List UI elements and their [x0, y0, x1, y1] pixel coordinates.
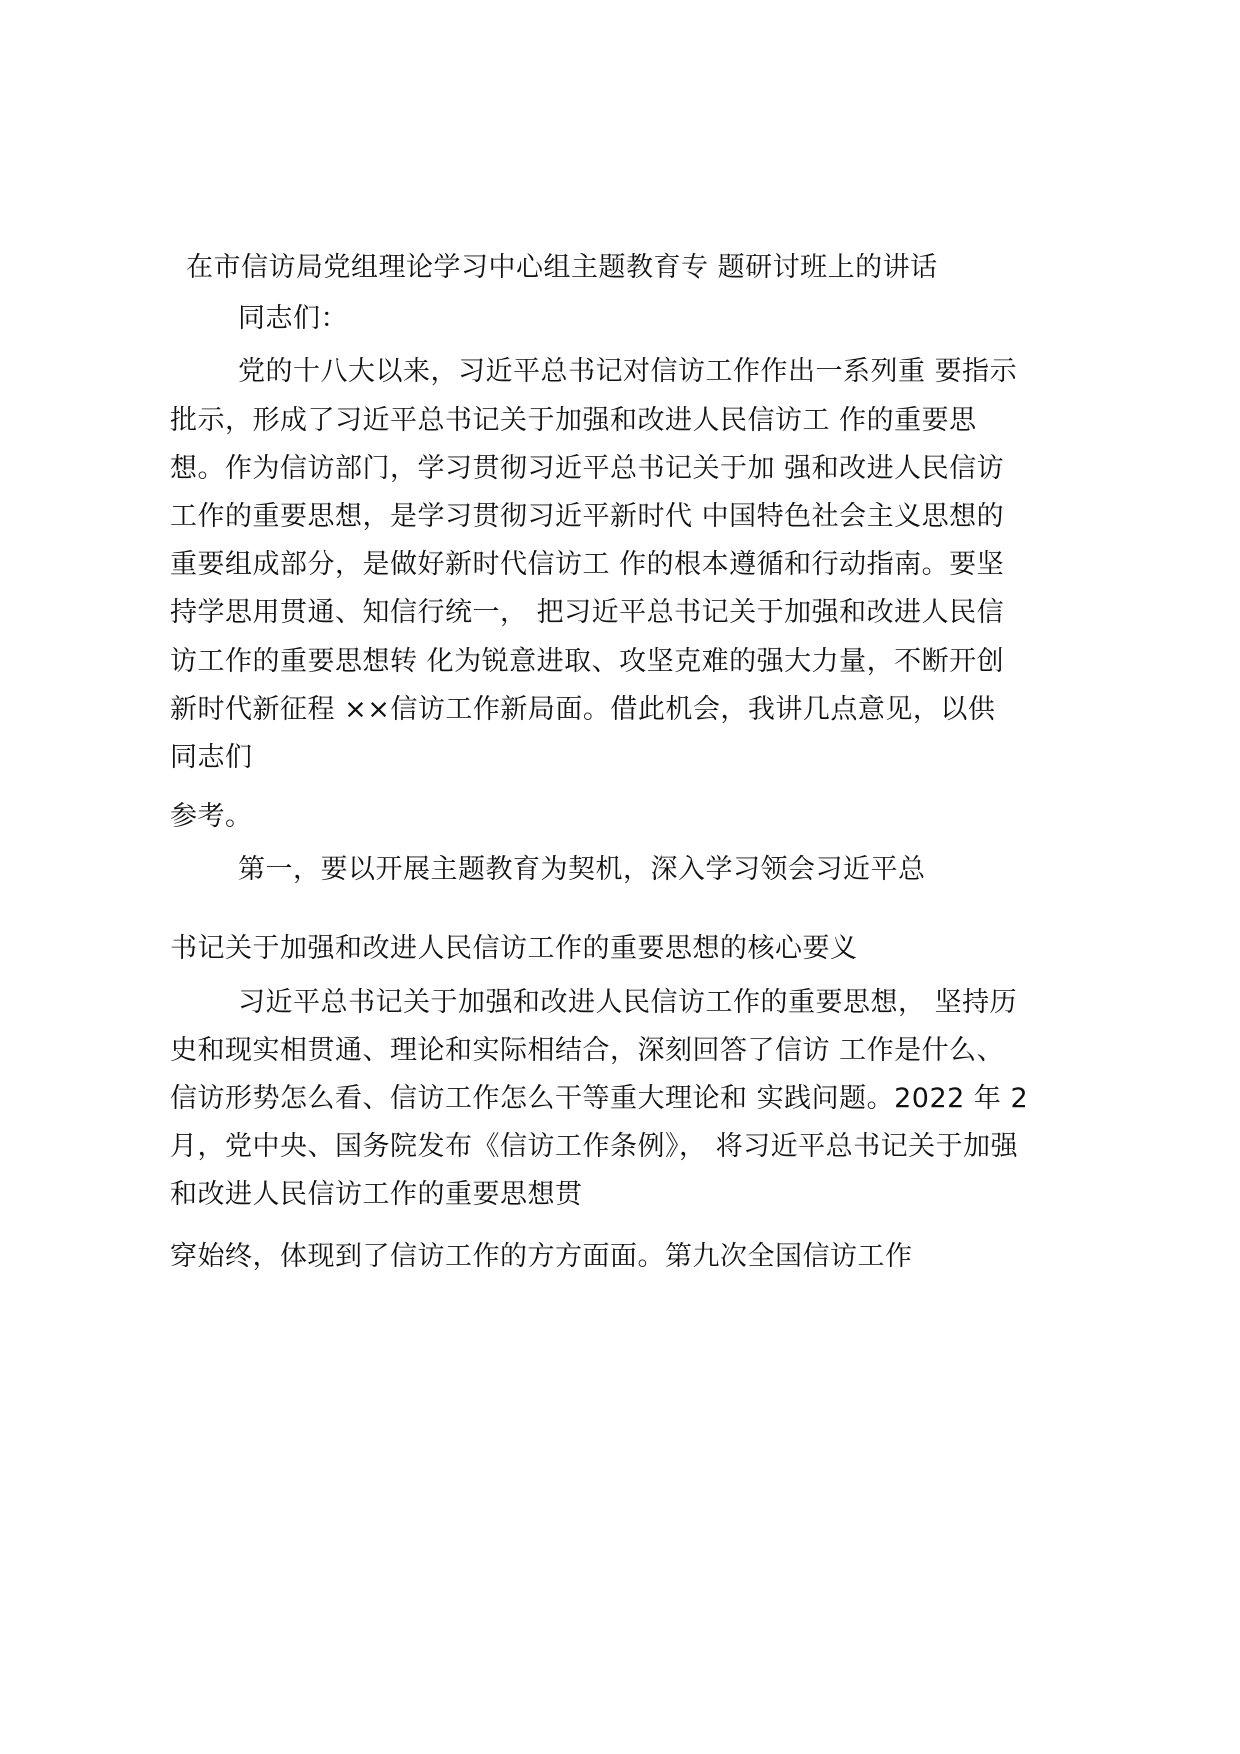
paragraph-line: 批示，形成了习近平总书记关于加强和改进人民信访工 作的重要思 — [170, 405, 977, 436]
paragraph-line: 信访形势怎么看、信访工作怎么干等重大理论和 实践问题。2022 年 2 — [170, 1083, 1029, 1114]
paragraph-2-tail: 穿始终，体现到了信访工作的方方面面。第九次全国信访工作 — [170, 1241, 913, 1272]
paragraph-line: 想。作为信访部门，学习贯彻习近平总书记关于加 强和改进人民信访 — [170, 453, 1005, 484]
paragraph-line: 工作的重要思想，是学习贯彻习近平新时代 中国特色社会主义思想的 — [170, 501, 1005, 532]
paragraph-line: 持学思用贯通、知信行统一， 把习近平总书记关于加强和改进人民信 — [170, 597, 1005, 628]
salutation: 同志们： — [238, 303, 348, 334]
document-title: 在市信访局党组理论学习中心组主题教育专 题研讨班上的讲话 — [186, 252, 938, 283]
heading-line: 书记关于加强和改进人民信访工作的重要思想的核心要义 — [170, 933, 858, 964]
paragraph-line: 月，党中央、国务院发布《信访工作条例》， 将习近平总书记关于加强 — [170, 1131, 1019, 1162]
paragraph-line: 新时代新征程 ××信访工作新局面。借此机会，我讲几点意见，以供 — [170, 694, 996, 725]
paragraph-line: 访工作的重要思想转 化为锐意进取、攻坚克难的强大力量，不断开创 — [170, 646, 1005, 677]
heading-line: 第一，要以开展主题教育为契机，深入学习领会习近平总 — [238, 854, 926, 885]
paragraph-line: 重要组成部分，是做好新时代信访工 作的根本遵循和行动指南。要坚 — [170, 549, 1005, 580]
paragraph-line: 党的十八大以来，习近平总书记对信访工作作出一系列重 要指示 — [238, 356, 1018, 387]
paragraph-line: 习近平总书记关于加强和改进人民信访工作的重要思想， 坚持历 — [238, 987, 1018, 1018]
paragraph-line: 和改进人民信访工作的重要思想贯 — [170, 1179, 583, 1210]
paragraph-1-tail: 参考。 — [170, 801, 253, 832]
paragraph-line: 同志们 — [170, 742, 253, 773]
paragraph-line: 史和现实相贯通、理论和实际相结合，深刻回答了信访 工作是什么、 — [170, 1035, 1005, 1066]
